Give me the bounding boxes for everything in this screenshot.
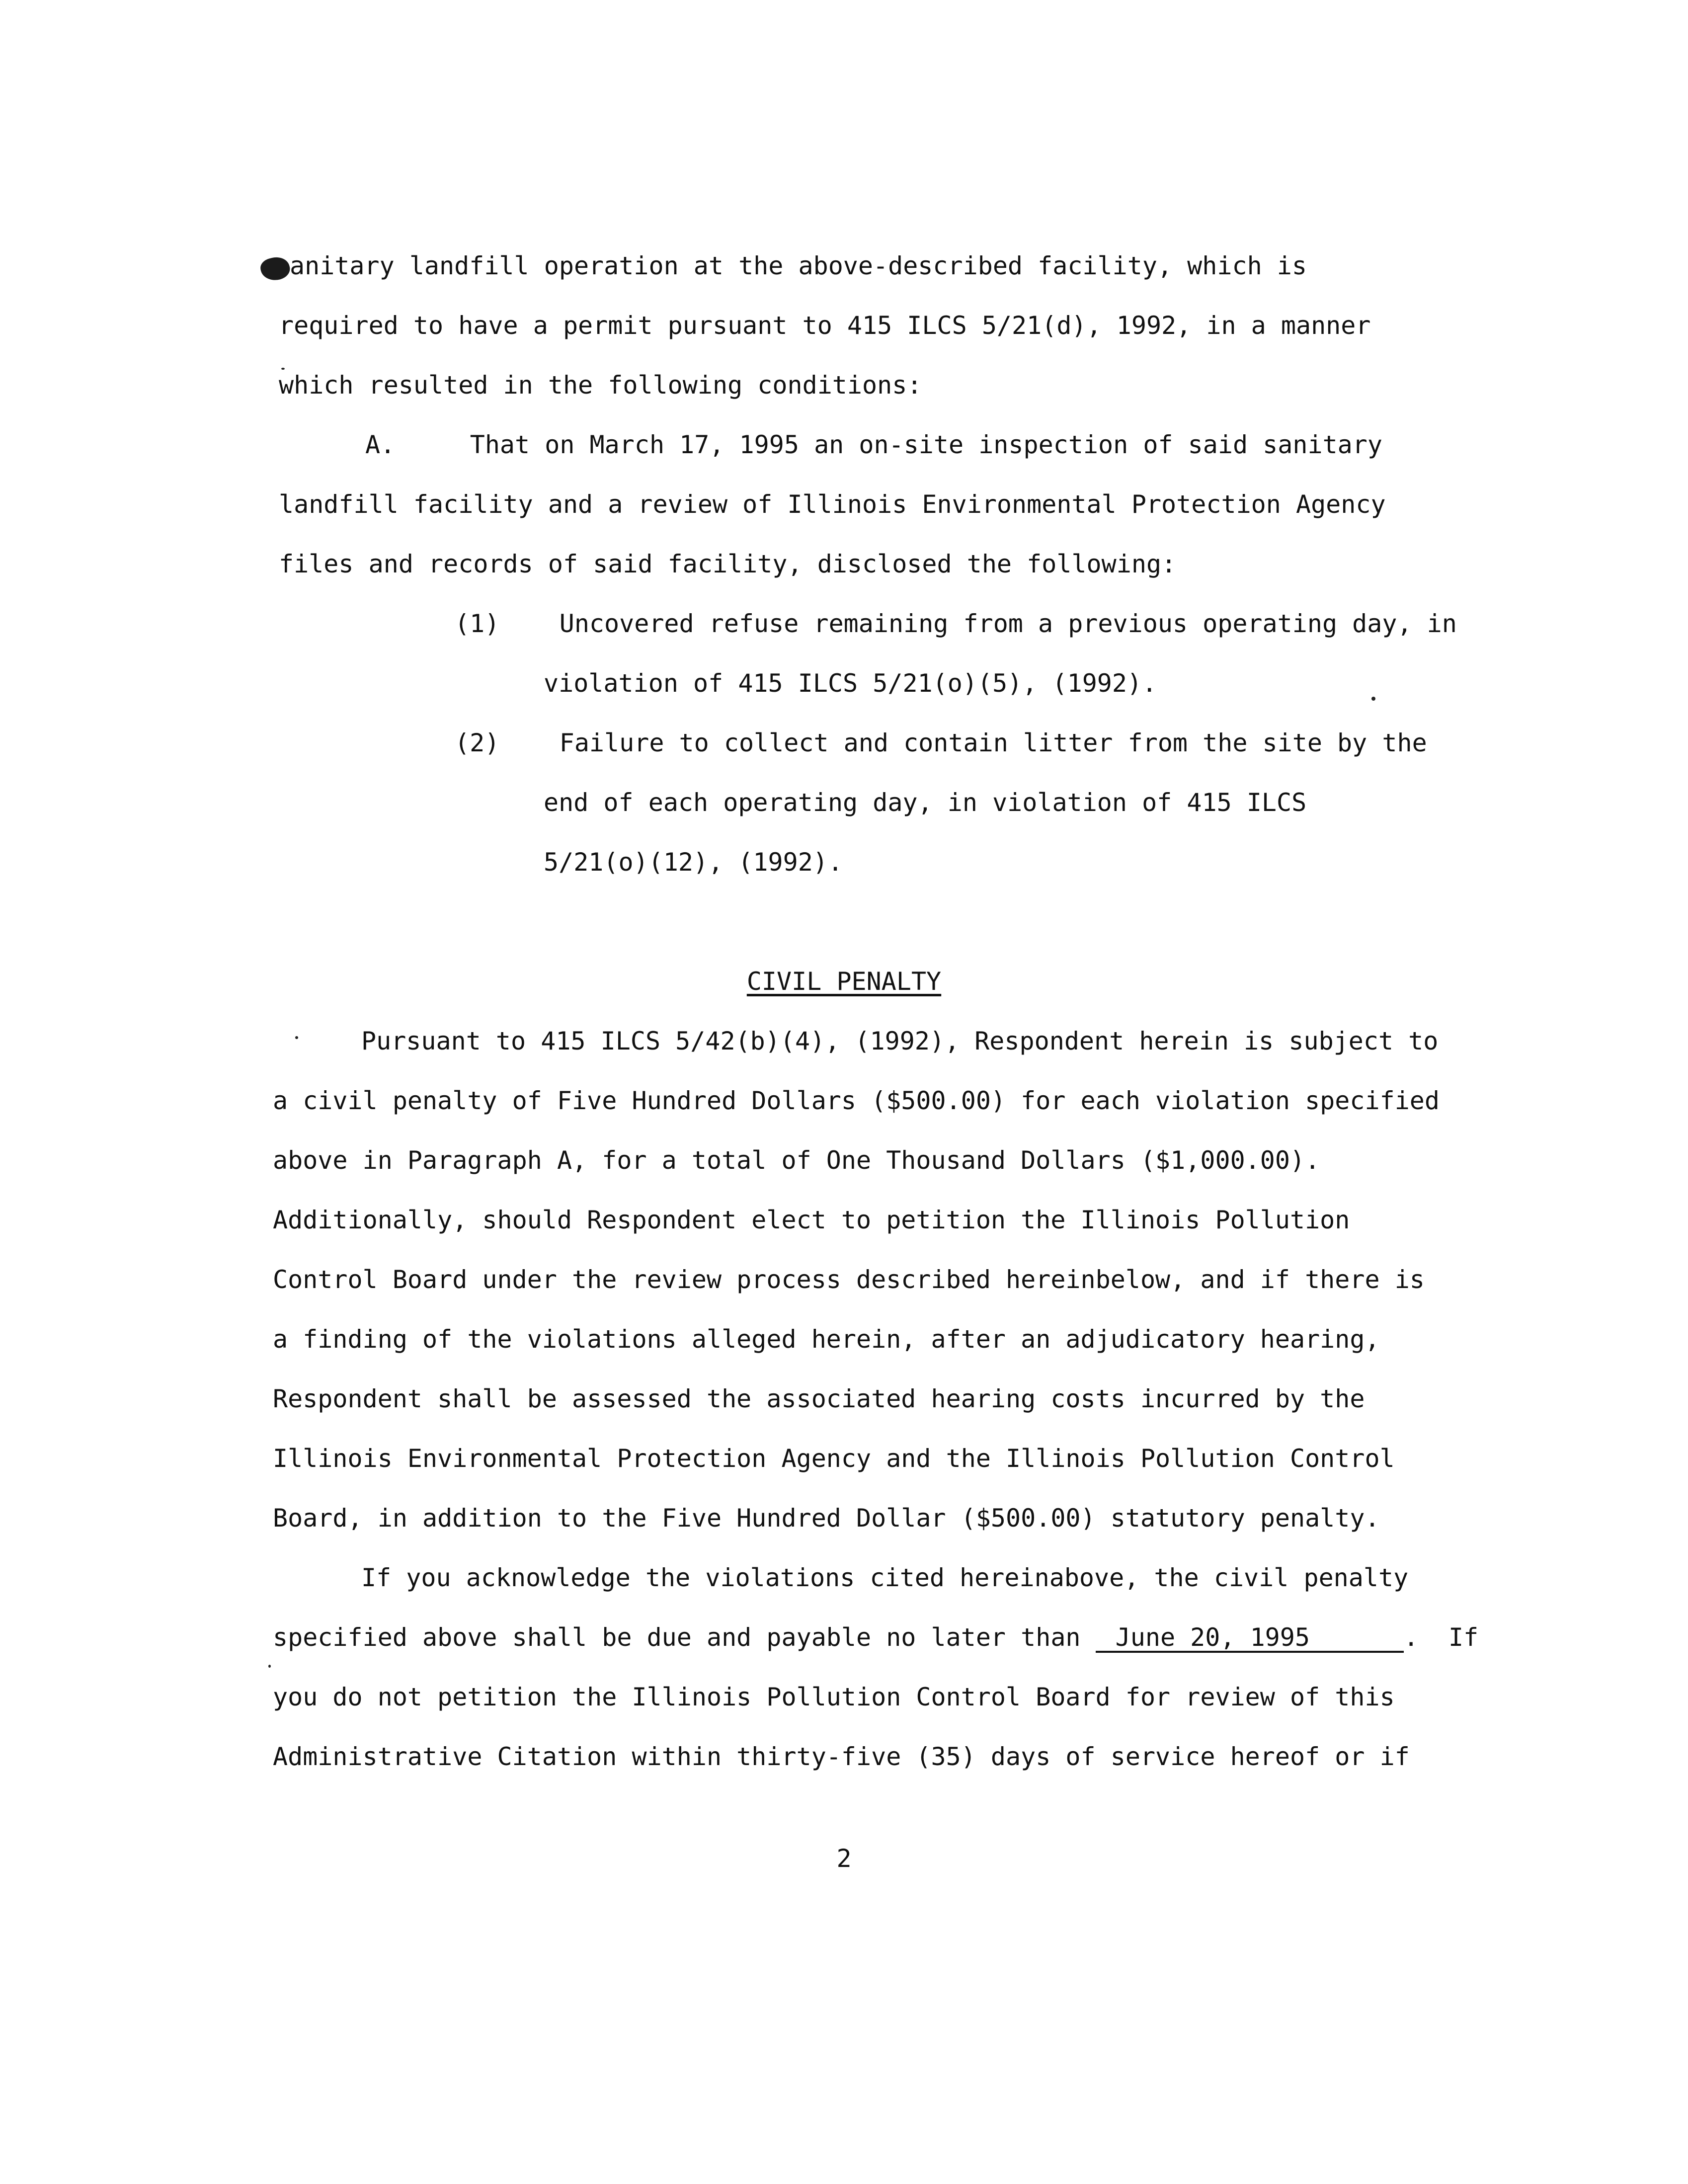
item-1-line-2: violation of 415 ILCS 5/21(o)(5), (1992). — [544, 669, 1157, 698]
ink-blot — [258, 254, 292, 284]
item-2-line-3: 5/21(o)(12), (1992). — [544, 848, 843, 877]
item-2-line-1: (2) Failure to collect and contain litter from the site by the — [455, 728, 1427, 757]
paragraph-a-line-1: A. That on March 17, 1995 an on-site inspection of said sanitary — [365, 430, 1382, 459]
penalty-line-1: Pursuant to 415 ILCS 5/42(b)(4), (1992), Respondent herein is subject to — [361, 1027, 1439, 1055]
scan-speck — [1371, 697, 1375, 701]
penalty-line-2: a civil penalty of Five Hundred Dollars ($500.00) for each violation specified — [273, 1086, 1440, 1115]
body-line-1: anitary landfill operation at the above-described facility, which is — [290, 251, 1307, 280]
penalty-line-6: a finding of the violations alleged herein, after an adjudicatory hearing, — [273, 1325, 1380, 1354]
closing-line-1: you do not petition the Illinois Pollution Control Board for review of this — [273, 1683, 1395, 1711]
due-date-line — [273, 1622, 1478, 1653]
due-line-prefix: specified above shall be due and payable no later than — [273, 1623, 1081, 1652]
acknowledge-line-1: If you acknowledge the violations cited hereinabove, the civil penalty — [361, 1563, 1409, 1592]
penalty-line-4: Additionally, should Respondent elect to petition the Illinois Pollution — [273, 1206, 1350, 1234]
closing-line-2: Administrative Citation within thirty-five (35) days of service hereof or if — [273, 1742, 1410, 1771]
due-line-suffix: . If — [1403, 1623, 1479, 1652]
due-date-field: June 20, 1995 — [1096, 1624, 1404, 1653]
body-line-2: required to have a permit pursuant to 415 ILCS 5/21(d), 1992, in a manner — [279, 311, 1371, 340]
penalty-line-7: Respondent shall be assessed the associated hearing costs incurred by the — [273, 1384, 1365, 1413]
scan-speck — [295, 1036, 298, 1039]
penalty-line-8: Illinois Environmental Protection Agency and the Illinois Pollution Control — [273, 1444, 1395, 1473]
section-heading: CIVIL PENALTY — [746, 967, 942, 996]
scan-speck — [268, 1665, 271, 1668]
item-2-line-2: end of each operating day, in violation of 415 ILCS — [544, 788, 1307, 817]
body-line-3: which resulted in the following conditions: — [279, 371, 922, 400]
item-1-line-1: (1) Uncovered refuse remaining from a previous operating day, in — [455, 609, 1457, 638]
penalty-line-5: Control Board under the review process described hereinbelow, and if there is — [273, 1265, 1425, 1294]
paragraph-a-line-3: files and records of said facility, disclosed the following: — [279, 550, 1177, 578]
paragraph-a-line-2: landfill facility and a review of Illinois Environmental Protection Agency — [279, 490, 1386, 519]
penalty-line-9: Board, in addition to the Five Hundred Dollar ($500.00) statutory penalty. — [273, 1504, 1380, 1533]
penalty-line-3: above in Paragraph A, for a total of One Thousand Dollars ($1,000.00). — [273, 1146, 1320, 1175]
scan-speck — [281, 368, 285, 370]
page-number: 2 — [836, 1844, 852, 1873]
